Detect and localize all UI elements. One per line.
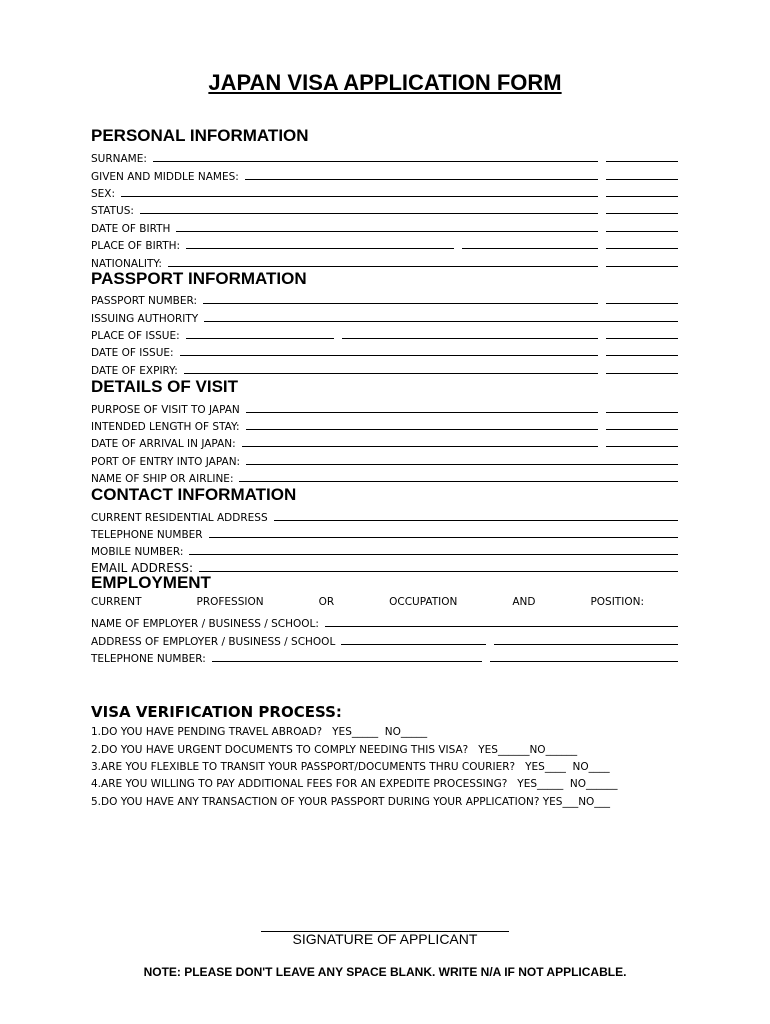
length-of-stay-line[interactable]	[246, 429, 598, 430]
sex-label: SEX:	[91, 188, 116, 200]
place-of-issue-line[interactable]	[186, 338, 334, 339]
given-names-line-end[interactable]	[606, 179, 678, 180]
nationality-line-end[interactable]	[606, 266, 678, 267]
residential-address-field[interactable]	[91, 507, 678, 524]
date-of-issue-field[interactable]	[91, 342, 678, 359]
port-of-entry-line[interactable]	[246, 464, 678, 465]
employer-telephone-label: TELEPHONE NUMBER:	[91, 653, 206, 665]
date-of-expiry-field[interactable]	[91, 360, 678, 377]
sex-line[interactable]	[121, 196, 598, 197]
place-of-birth-line[interactable]	[186, 248, 454, 249]
port-of-entry-label: PORT OF ENTRY INTO JAPAN:	[91, 456, 241, 468]
length-of-stay-line-end[interactable]	[606, 429, 678, 430]
date-of-issue-label: DATE OF ISSUE:	[91, 347, 174, 359]
date-of-arrival-label: DATE OF ARRIVAL IN JAPAN:	[91, 438, 236, 450]
passport-number-field[interactable]	[91, 290, 678, 307]
verification-question[interactable]: 2.DO YOU HAVE URGENT DOCUMENTS TO COMPLY NEEDING THIS VISA? YES______NO______	[91, 744, 578, 756]
nationality-field[interactable]	[91, 253, 678, 270]
date-of-arrival-field[interactable]	[91, 433, 678, 450]
email-address-line[interactable]	[199, 571, 678, 572]
sex-field[interactable]	[91, 183, 678, 200]
employer-address-line[interactable]	[341, 644, 486, 645]
issuing-authority-line[interactable]	[204, 321, 678, 322]
verification-question[interactable]: 1.DO YOU HAVE PENDING TRAVEL ABROAD? YES_____ NO_____	[91, 726, 428, 738]
employment-word: OCCUPATION	[389, 596, 458, 608]
employment-heading: EMPLOYMENT	[91, 573, 211, 592]
employer-name-line[interactable]	[325, 626, 678, 627]
telephone-number-label: TELEPHONE NUMBER	[91, 529, 203, 541]
employment-word: PROFESSION	[196, 596, 264, 608]
date-of-expiry-line-end[interactable]	[606, 373, 678, 374]
nationality-label: NATIONALITY:	[91, 258, 162, 270]
employer-name-label: NAME OF EMPLOYER / BUSINESS / SCHOOL:	[91, 618, 319, 630]
employer-address-field[interactable]	[91, 631, 678, 648]
passport-number-line-end[interactable]	[606, 303, 678, 304]
date-of-expiry-line[interactable]	[184, 373, 598, 374]
ship-or-airline-label: NAME OF SHIP OR AIRLINE:	[91, 473, 234, 485]
ship-or-airline-line[interactable]	[239, 481, 678, 482]
form-note: NOTE: PLEASE DON'T LEAVE ANY SPACE BLANK. WRITE N/A IF NOT APPLICABLE.	[143, 965, 627, 979]
status-line[interactable]	[140, 213, 598, 214]
place-of-issue-line-middle[interactable]	[342, 338, 598, 339]
employer-telephone-line[interactable]	[212, 661, 482, 662]
employment-word: OR	[318, 596, 335, 608]
form-title: JAPAN VISA APPLICATION FORM	[208, 70, 562, 95]
telephone-number-field[interactable]	[91, 524, 678, 541]
purpose-of-visit-field[interactable]	[91, 399, 678, 416]
current-position-row	[91, 596, 644, 608]
employment-word: CURRENT	[91, 596, 142, 608]
status-line-end[interactable]	[606, 213, 678, 214]
employment-word: POSITION:	[590, 596, 644, 608]
issuing-authority-field[interactable]	[91, 308, 678, 325]
employer-address-label: ADDRESS OF EMPLOYER / BUSINESS / SCHOOL	[91, 636, 336, 648]
given-names-label: GIVEN AND MIDDLE NAMES:	[91, 171, 239, 183]
date-of-expiry-label: DATE OF EXPIRY:	[91, 365, 178, 377]
signature-label: SIGNATURE OF APPLICANT	[292, 931, 478, 947]
employment-word: AND	[512, 596, 536, 608]
place-of-issue-line-end[interactable]	[606, 338, 678, 339]
length-of-stay-field[interactable]	[91, 416, 678, 433]
personal-information-heading: PERSONAL INFORMATION	[91, 126, 309, 145]
sex-line-end[interactable]	[606, 196, 678, 197]
visa-verification-heading: VISA VERIFICATION PROCESS:	[91, 703, 342, 721]
purpose-of-visit-line-end[interactable]	[606, 412, 678, 413]
employer-telephone-field[interactable]	[91, 648, 678, 665]
residential-address-label: CURRENT RESIDENTIAL ADDRESS	[91, 512, 268, 524]
given-names-field[interactable]	[91, 166, 678, 183]
surname-field[interactable]	[91, 148, 678, 165]
employer-address-line-end[interactable]	[494, 644, 678, 645]
ship-or-airline-field[interactable]	[91, 468, 678, 485]
nationality-line[interactable]	[168, 266, 598, 267]
date-of-birth-line-end[interactable]	[606, 231, 678, 232]
passport-information-heading: PASSPORT INFORMATION	[91, 269, 307, 288]
place-of-birth-line-middle[interactable]	[462, 248, 598, 249]
surname-line[interactable]	[153, 161, 598, 162]
employer-telephone-line-end[interactable]	[490, 661, 678, 662]
given-names-line[interactable]	[245, 179, 598, 180]
residential-address-line[interactable]	[274, 520, 678, 521]
passport-number-label: PASSPORT NUMBER:	[91, 295, 197, 307]
employer-name-field[interactable]	[91, 613, 678, 630]
port-of-entry-field[interactable]	[91, 451, 678, 468]
contact-information-heading: CONTACT INFORMATION	[91, 485, 297, 504]
date-of-arrival-line[interactable]	[242, 446, 598, 447]
telephone-number-line[interactable]	[209, 537, 678, 538]
verification-question[interactable]: 4.ARE YOU WILLING TO PAY ADDITIONAL FEES FOR AN EXPEDITE PROCESSING? YES_____ NO______	[91, 778, 618, 790]
email-address-label: EMAIL ADDRESS:	[91, 561, 194, 575]
date-of-birth-label: DATE OF BIRTH	[91, 223, 171, 235]
date-of-issue-line[interactable]	[180, 355, 598, 356]
issuing-authority-label: ISSUING AUTHORITY	[91, 313, 199, 325]
surname-label: SURNAME:	[91, 153, 147, 165]
purpose-of-visit-line[interactable]	[246, 412, 598, 413]
date-of-birth-field[interactable]	[91, 218, 678, 235]
mobile-number-label: MOBILE NUMBER:	[91, 546, 184, 558]
verification-question[interactable]: 3.ARE YOU FLEXIBLE TO TRANSIT YOUR PASSPORT/DOCUMENTS THRU COURIER? YES____ NO____	[91, 761, 610, 773]
surname-line-end[interactable]	[606, 161, 678, 162]
place-of-issue-label: PLACE OF ISSUE:	[91, 330, 180, 342]
purpose-of-visit-label: PURPOSE OF VISIT TO JAPAN	[91, 404, 240, 416]
date-of-birth-line[interactable]	[176, 231, 598, 232]
date-of-issue-line-end[interactable]	[606, 355, 678, 356]
verification-question[interactable]: 5.DO YOU HAVE ANY TRANSACTION OF YOUR PASSPORT DURING YOUR APPLICATION? YES___NO___	[91, 796, 611, 808]
passport-number-line[interactable]	[203, 303, 598, 304]
place-of-birth-label: PLACE OF BIRTH:	[91, 240, 181, 252]
mobile-number-line[interactable]	[189, 554, 678, 555]
place-of-birth-field[interactable]	[91, 235, 678, 252]
length-of-stay-label: INTENDED LENGTH OF STAY:	[91, 421, 240, 433]
mobile-number-field[interactable]	[91, 541, 678, 558]
status-label: STATUS:	[91, 205, 134, 217]
place-of-birth-line-end[interactable]	[606, 248, 678, 249]
status-field[interactable]	[91, 200, 678, 217]
date-of-arrival-line-end[interactable]	[606, 446, 678, 447]
place-of-issue-field[interactable]	[91, 325, 678, 342]
details-of-visit-heading: DETAILS OF VISIT	[91, 377, 239, 396]
